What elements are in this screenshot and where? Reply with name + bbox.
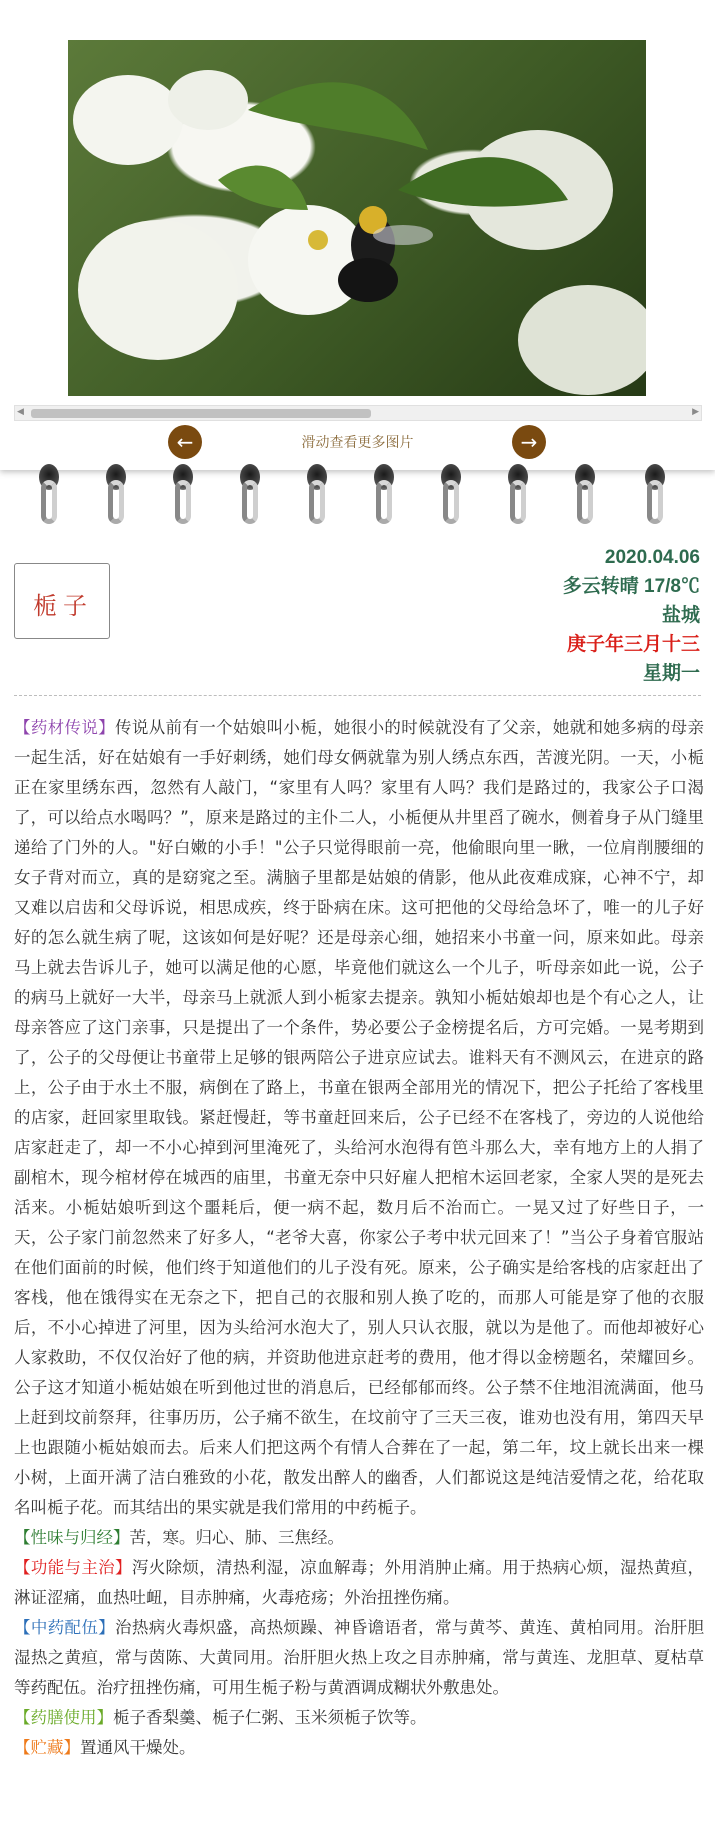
binding-ring-icon xyxy=(104,460,130,530)
scroll-left-icon[interactable]: ◀ xyxy=(17,407,24,417)
binding-ring-icon xyxy=(643,460,669,530)
image-gallery xyxy=(0,0,715,470)
section-text-pairing: 治热病火毒炽盛，高热烦躁、神昏谵语者，常与黄芩、黄连、黄柏同用。治肝胆湿热之黄疸，常与茵陈、大黄同用。治肝胆火热上攻之目赤肿痛，常与黄连、龙胆草、夏枯草等药配伍。治疗扭挫伤痛，可用生栀子粉与黄酒调成糊状外敷患处。 xyxy=(14,1618,705,1697)
arrow-left-circle-icon[interactable]: ← xyxy=(168,425,202,459)
section-diet xyxy=(14,1703,704,1733)
section-text-function: 泻火除烦，清热利湿，凉血解毒；外用消肿止痛。用于热病心烦，湿热黄疸，淋证涩痛，血热吐衄，目赤肿痛，火毒疮疡；外治扭挫伤痛。 xyxy=(14,1558,705,1607)
seal-text: 栀子 xyxy=(33,592,93,620)
spiral-binding xyxy=(0,460,715,540)
section-pairing xyxy=(14,1613,704,1703)
section-legend xyxy=(14,713,704,1523)
date-text: 2020.04.06 xyxy=(604,547,700,568)
section-text-nature: 苦，寒。归心、肺、三焦经。 xyxy=(129,1528,344,1547)
binding-ring-icon xyxy=(439,460,465,530)
section-label-storage: 【贮藏】 xyxy=(14,1738,80,1757)
section-function xyxy=(14,1553,704,1613)
binding-ring-icon xyxy=(171,460,197,530)
weekday-text: 星期一 xyxy=(642,663,700,684)
section-label-nature: 【性味与归经】 xyxy=(14,1528,130,1547)
section-nature xyxy=(14,1523,704,1553)
section-label-pairing: 【中药配伍】 xyxy=(14,1618,116,1637)
weather-text: 多云转晴 17/8℃ xyxy=(562,576,700,597)
gardenia-photo[interactable] xyxy=(68,40,646,396)
section-text-diet: 栀子香梨羹、栀子仁粥、玉米须栀子饮等。 xyxy=(113,1708,427,1727)
arrow-right-circle-icon[interactable]: → xyxy=(512,425,546,459)
scroll-right-icon[interactable]: ▶ xyxy=(692,407,699,417)
herb-seal xyxy=(14,563,110,639)
binding-ring-icon xyxy=(506,460,532,530)
section-label-diet: 【药膳使用】 xyxy=(14,1708,113,1727)
city-text: 盐城 xyxy=(661,605,700,626)
section-storage xyxy=(14,1733,704,1763)
binding-ring-icon xyxy=(372,460,398,530)
gallery-scrollbar[interactable] xyxy=(14,405,702,421)
gardenia-bee-illustration xyxy=(68,40,646,396)
more-images-hint: 滑动查看更多图片 xyxy=(301,435,414,451)
binding-ring-icon xyxy=(238,460,264,530)
binding-ring-icon xyxy=(37,460,63,530)
binding-ring-icon xyxy=(573,460,599,530)
dashed-divider xyxy=(14,695,701,696)
herb-article xyxy=(14,713,704,1763)
section-text-storage: 置通风干燥处。 xyxy=(80,1738,196,1757)
section-label-legend: 【药材传说】 xyxy=(14,718,116,737)
scroll-thumb[interactable] xyxy=(31,409,371,418)
lunar-date-text: 庚子年三月十三 xyxy=(566,634,700,655)
section-text-legend: 传说从前有一个姑娘叫小栀，她很小的时候就没有了父亲，她就和她多病的母亲一起生活，好在姑娘有一手好刺绣，她们母女俩就靠为别人绣点东西，苦渡光阴。一天，小栀正在家里绣东西，忽然有人敲门，“家里有人吗？家里有人吗？我们是路过的，我家公子口渴了，可以给点水喝吗？”，原来是路过的主仆二人，小栀便从井里舀了碗水，侧着身子从门缝里递给了门外的人。"好白嫩的小手！"公子只觉得眼前一亮，他偷眼向里一瞅，一位肩削腰细的女子背对而立，真的是窈窕之至。满脑子里都是姑娘的倩影，他从此夜难成寐，心神不宁，却又难以启齿和父母诉说，相思成疾，终于卧病在床。这可把他的父母给急坏了，唯一的儿子好好的怎么就生病了呢，这该如何是好呢？还是母亲心细，她招来小书童一问，原来如此。母亲马上就去告诉儿子，她可以满足他的心愿，毕竟他们就这么一个儿子，听母亲如此一说，公子的病马上就好一大半，母亲马上就派人到小栀家去提亲。孰知小栀姑娘却也是个有心之人，让母亲答应了这门亲事，只是提出了一个条件，势必要公子金榜提名后，方可完婚。一晃考期到了，公子的父母便让书童带上足够的银两陪公子进京应试去。谁料天有不测风云，在进京的路上，公子由于水土不服，病倒在了路上，书童在银两全部用光的情况下，把公子托给了客栈里的店家，赶回家里取钱。紧赶慢赶，等书童赶回来后，公子已经不在客栈了，旁边的人说他给店家赶走了，却一不小心掉到河里淹死了，头给河水泡得有笆斗那么大，幸有地方上的人捐了副棺木，现今棺材停在城西的庙里，书童无奈中只好雇人把棺木运回老家，全家人哭的是死去活来。小栀姑娘听到这个噩耗后，便一病不起，数月后不治而亡。一晃又过了好些日子，一天，公子家门前忽然来了好多人，“老爷大喜，你家公子考中状元回来了！”当公子身着官服站在他们面前的时候，他们终于知道他们的儿子没有死。原来，公子确实是给客栈的店家赶出了客栈，他在饿得实在无奈之下，把自己的衣服和别人换了吃的，而那人可能是穿了他的衣服后，不小心掉进了河里，因为头给河水泡大了，别人只认衣服，就以为是他了。而他却被好心人家救助，不仅仅治好了他的病，并资助他进京赶考的费用，他才得以金榜题名，荣耀回乡。公子这才知道小栀姑娘在听到他过世的消息后，已经郁郁而终。公子禁不住地泪流满面，他马上赶到坟前祭拜，往事历历，公子痛不欲生，在坟前守了三天三夜，谁劝也没有用，第四天早上也跟随小栀姑娘而去。后来人们把这两个有情人合葬在了一起，第二年，坟上就长出来一棵小树，上面开满了洁白雅致的小花，散发出醉人的幽香，人们都说这是纯洁爱情之花，给花取名叫栀子花。而其结出的果实就是我们常用的中药栀子。 xyxy=(14,718,705,1517)
section-label-function: 【功能与主治】 xyxy=(14,1558,132,1577)
binding-ring-icon xyxy=(305,460,331,530)
date-info xyxy=(563,543,700,688)
